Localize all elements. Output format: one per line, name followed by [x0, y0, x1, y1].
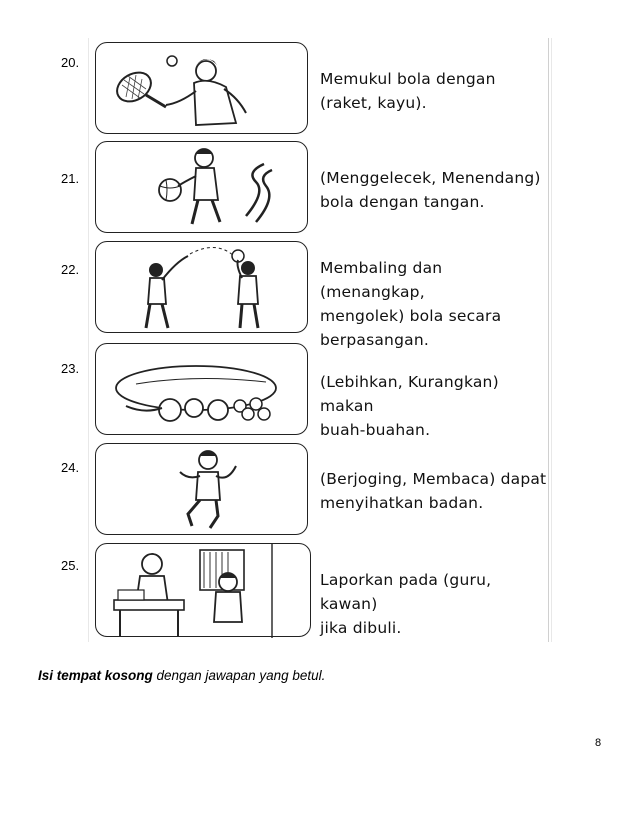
question-text-line: Membaling dan (menangkap, [320, 259, 443, 301]
question-number-25: 25. [61, 558, 80, 573]
jogging-boy-illustration [96, 444, 309, 536]
question-text-line: (Lebihkan, Kurangkan) makan [320, 373, 499, 415]
classroom-illustration [96, 544, 312, 638]
question-text-line: mengolek) bola secara [320, 307, 502, 325]
question-text-24 [320, 467, 550, 515]
fruits-illustration [96, 344, 309, 436]
instruction-rest: dengan jawapan yang betul. [152, 668, 326, 683]
page-number: 8 [595, 737, 602, 749]
question-number-23: 23. [61, 361, 80, 376]
question-text-23 [320, 370, 550, 442]
question-number-22: 22. [61, 262, 80, 277]
picture-frame-classroom [95, 543, 311, 637]
question-text-line: Laporkan pada (guru, kawan) [320, 571, 492, 613]
instruction-text [38, 668, 325, 683]
question-text-line: buah-buahan. [320, 421, 431, 439]
question-number-24: 24. [61, 460, 80, 475]
question-text-22 [320, 256, 550, 352]
picture-frame-throw-catch [95, 241, 308, 333]
question-text-line: menyihatkan badan. [320, 494, 484, 512]
tennis-player-illustration [96, 43, 309, 135]
question-text-20 [320, 67, 550, 115]
question-text-line: berpasangan. [320, 331, 429, 349]
picture-frame-tennis [95, 42, 308, 134]
question-text-line: jika dibuli. [320, 619, 402, 637]
question-number-21: 21. [61, 171, 80, 186]
question-text-line: bola dengan tangan. [320, 193, 485, 211]
question-text-21 [320, 166, 550, 214]
picture-frame-dribble [95, 141, 308, 233]
dribbling-boy-illustration [96, 142, 309, 234]
throwing-pair-illustration [96, 242, 309, 334]
instruction-bold: Isi tempat kosong [38, 668, 153, 683]
question-number-20: 20. [61, 55, 80, 70]
question-text-line: (raket, kayu). [320, 94, 427, 112]
question-text-line: (Berjoging, Membaca) dapat [320, 470, 547, 488]
question-text-line: (Menggelecek, Menendang) [320, 169, 541, 187]
picture-frame-fruits [95, 343, 308, 435]
picture-frame-jogging [95, 443, 308, 535]
question-text-line: Memukul bola dengan [320, 70, 496, 88]
question-text-25 [320, 568, 550, 640]
